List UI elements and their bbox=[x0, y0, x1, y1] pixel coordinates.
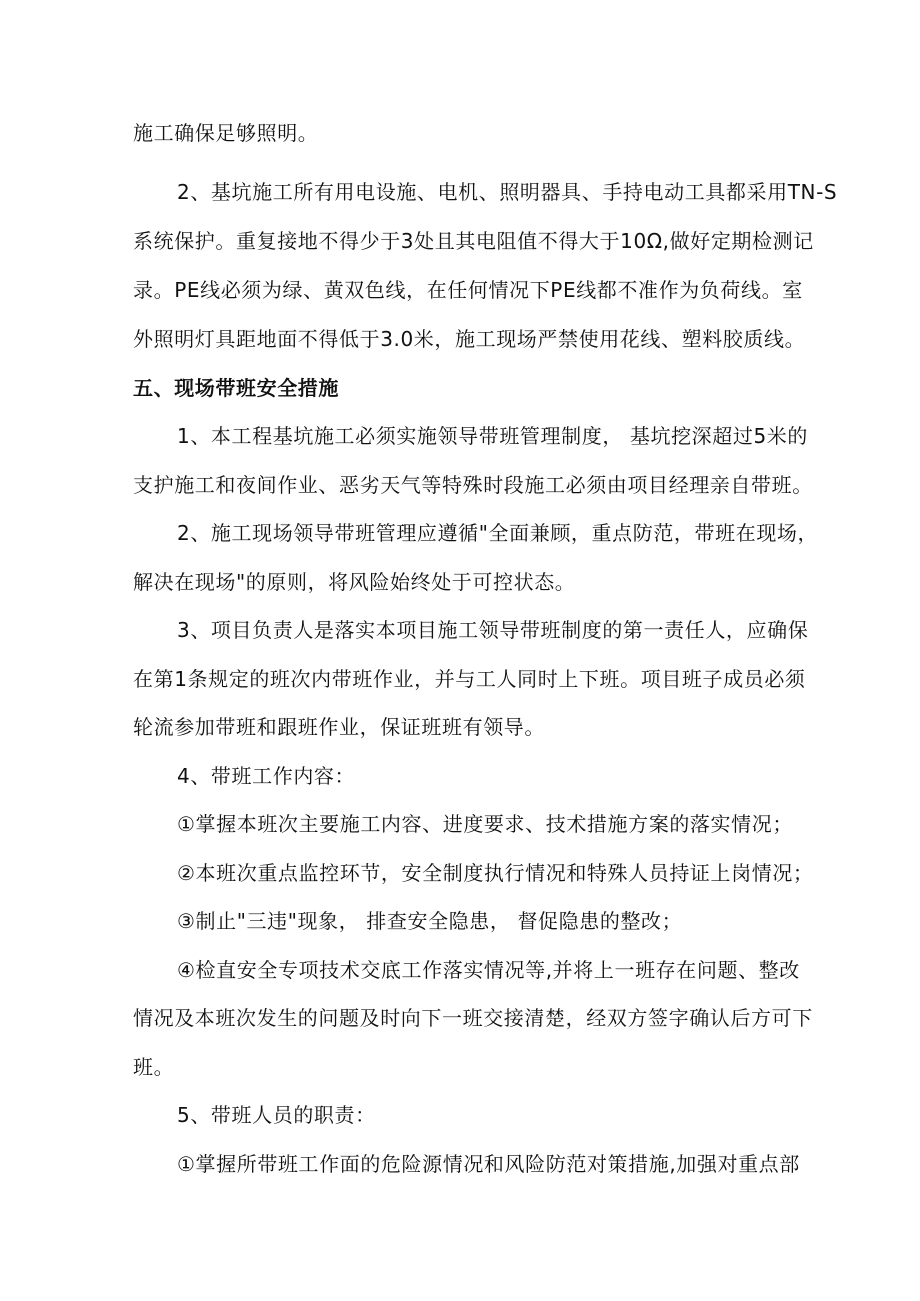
paragraph-line: 解决在现场"的原则，将风险始终处于可控状态。 bbox=[133, 570, 576, 594]
paragraph-line: 轮流参加带班和跟班作业，保证班班有领导。 bbox=[133, 715, 545, 739]
list-item: ④检直安全专项技术交底工作落实情况等,并将上一班存在问题、整改 bbox=[177, 958, 800, 982]
paragraph-line: 3、项目负责人是落实本项目施工领导带班制度的第一责任人，应确保 bbox=[177, 618, 809, 642]
paragraph-line: 施工确保足够照明。 bbox=[133, 121, 319, 145]
paragraph-line: 1、本工程基坑施工必须实施领导带班管理制度， 基坑挖深超过5米的 bbox=[177, 424, 809, 448]
paragraph-line: 2、基坑施工所有用电设施、电机、照明器具、手持电动工具都采用TN-S bbox=[177, 180, 838, 204]
list-item: 情况及本班次发生的问题及时向下一班交接清楚，经双方签字确认后方可下 bbox=[133, 1006, 813, 1030]
list-item: ①掌握所带班工作面的危险源情况和风险防范对策措施,加强对重点部 bbox=[177, 1152, 800, 1176]
paragraph-line: 5、带班人员的职责： bbox=[177, 1103, 376, 1127]
list-item: ①掌握本班次主要施工内容、进度要求、技术措施方案的落实情况； bbox=[177, 812, 793, 836]
paragraph-line: 4、带班工作内容： bbox=[177, 764, 356, 788]
list-item: ③制止"三违"现象， 排查安全隐患， 督促隐患的整改； bbox=[177, 909, 683, 933]
paragraph-line: 支护施工和夜间作业、恶劣天气等特殊时段施工必须由项目经理亲自带班。 bbox=[133, 473, 813, 497]
list-item: 班。 bbox=[133, 1055, 175, 1079]
paragraph-line: 录。PE线必须为绿、黄双色线，在任何情况下PE线都不准作为负荷线。室 bbox=[133, 278, 803, 302]
list-item: ②本班次重点监控环节，安全制度执行情况和特殊人员持证上岗情况； bbox=[177, 861, 814, 885]
paragraph-line: 系统保护。重复接地不得少于3处且其电阻值不得大于10Ω,做好定期检测记 bbox=[133, 229, 814, 253]
paragraph-line: 在第1条规定的班次内带班作业，并与工人同时上下班。项目班子成员必须 bbox=[133, 667, 806, 691]
paragraph-line: 外照明灯具距地面不得低于3.0米，施工现场严禁使用花线、塑料胶质线。 bbox=[133, 327, 806, 351]
section-heading: 五、现场带班安全措施 bbox=[133, 376, 339, 400]
paragraph-line: 2、施工现场领导带班管理应遵循"全面兼顾，重点防范，带班在现场， bbox=[177, 521, 819, 545]
